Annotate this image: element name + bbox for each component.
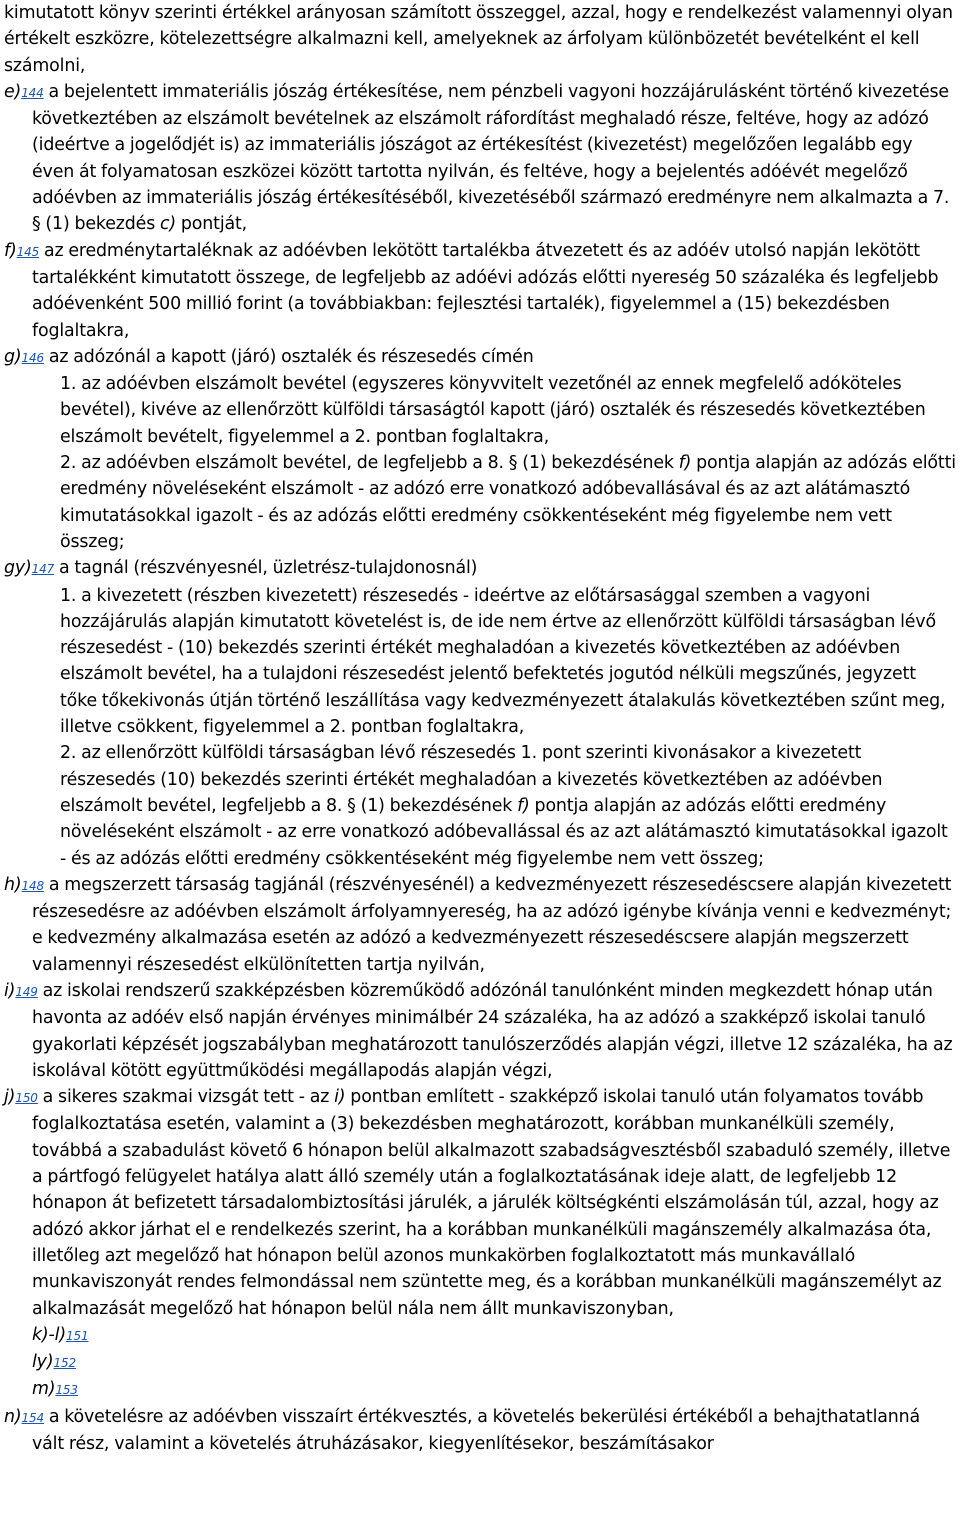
point-label: g) [4, 346, 22, 367]
footnote-link[interactable]: 146 [21, 350, 44, 365]
point-j [4, 1084, 956, 1322]
point-text: a tagnál (részvényesnél, üzletrész-tulajdonosnál) [54, 558, 478, 579]
subpoint-text: 2. az adóévben elszámolt bevétel, de legfeljebb a 8. § (1) bekezdésének [60, 453, 679, 474]
point-k-l [4, 1322, 956, 1349]
point-label: k)-l) [32, 1324, 66, 1345]
subpoint-text: 2. az ellenőrzött külföldi társaságban lévő részesedés 1. pont szerinti kivonásakor a kivezetett részesedés (10) bekezdés szerinti értékét meghaladóan a kivezetés következtében az adóévben elszámolt bevétel, legfeljebb a 8. § (1) bekezdésének [60, 743, 883, 816]
point-label: e) [4, 81, 22, 102]
subpoint-gy-2 [4, 740, 956, 871]
footnote-link[interactable]: 151 [66, 1328, 89, 1343]
point-gy [4, 555, 956, 582]
point-i [4, 978, 956, 1084]
footnote-link[interactable]: 153 [55, 1383, 78, 1398]
footnote-link[interactable]: 145 [16, 244, 40, 259]
subpoint-text: 1. a kivezetett (részben kivezetett) részesedés - ideértve az előtársasággal szemben a vagyoni hozzájárulás alapján kimutatott követelést is, de ide nem értve az ellenőrzött külföldi társaságban lévő részesedést - (10) bekezdés szerinti értékét meghaladóan a kivezetés következtében az adóévben elszámolt bevétel, ha a tulajdoni részesedést jelentő befektetés jogutód nélküli megszűnés, jegyzett tőke tőkekivonás útján történő leszállítása vagy kedvezményezett átalakulás következtében szűnt meg, illetve csökkent, figyelemmel a 2. pontban foglaltakra, [60, 585, 946, 738]
footnote-link[interactable]: 150 [15, 1091, 38, 1106]
point-text: az iskolai rendszerű szakképzésben közreműködő adózónál tanulónként minden megkezdett hónap után havonta az adóév első napján érvényes minimálbér 24 százaléka, ha az adózó a szakképző iskolai tanuló gyakorlati képzését jogszabályban meghatározott tanulószerződés alapján végzi, illetve 12 százaléka, ha az iskolával kötött együttműködési megállapodás alapján végzi, [32, 980, 953, 1081]
footnote-link[interactable]: 152 [53, 1356, 76, 1371]
point-label: f) [4, 240, 17, 261]
point-text-tail: pontját, [176, 214, 248, 235]
point-reference: i) [334, 1087, 346, 1108]
point-label: gy) [4, 558, 32, 579]
subpoint-g-2 [4, 450, 956, 555]
subpoint-text-tail: pontja alapján az adózás előtti eredmény növeléseként elszámolt - az adózó erre vonatkozó adóbevallásával és az azt alátámasztó kimutatásokkal igazolt - és az adózás előtti eredmény csökkentéseként még figyelembe nem vett összeg; [60, 453, 956, 552]
footnote-link[interactable]: 148 [21, 878, 44, 893]
point-text: az adózónál a kapott (járó) osztalék és részesedés címén [44, 346, 534, 367]
subpoint-text-tail: pontja alapján az adózás előtti eredmény növeléseként elszámolt - az erre vonatkozó adóbevallással és az azt alátámasztó kimutatásokkal igazolt - és az adózás előtti eredmény csökkentéseként még figyelembe nem vett összeg; [60, 795, 948, 869]
point-text: a bejelentett immateriális jószág értékesítése, nem pénzbeli vagyoni hozzájárulásként történő kivezetése következtében az elszámolt bevételnek az elszámolt ráfordítást meghaladó része, feltéve, hogy az adózó (ideértve a jogelődjét is) az immateriális jószágot az értékesítést (kivezetést) megelőzően legalább egy éven át folyamatosan eszközei között tartotta nyilván, és feltéve, hogy a bejelentés adóévét megelőző adóévben az immateriális jószág értékesítéséből, kivezetéséből származó eredményre nem alkalmazta a 7. § (1) bekezdés [32, 81, 950, 235]
point-label: n) [4, 1406, 22, 1427]
point-reference: c) [159, 214, 177, 235]
subpoint-g-1 [4, 371, 956, 450]
subpoint-text: 1. az adóévben elszámolt bevétel (egyszeres könyvvitelt vezetőnél az ennek megfelelő adóköteles bevétel), kivéve az ellenőrzött külföldi társaságtól kapott (járó) osztalék és részesedés következtében elszámolt bevételt, figyelemmel a 2. pontban foglaltakra, [60, 374, 926, 447]
point-ly [4, 1349, 956, 1376]
point-text: a sikeres szakmai vizsgát tett - az [37, 1087, 335, 1108]
point-h [4, 872, 956, 978]
point-e [4, 79, 956, 238]
point-text: a követelésre az adóévben visszaírt értékvesztés, a követelés bekerülési értékéből a behajthatatlanná vált rész, valamint a követelés átruházásakor, kiegyenlítésekor, beszámításakor [32, 1406, 921, 1455]
point-label: ly) [32, 1352, 54, 1373]
footnote-link[interactable]: 144 [21, 85, 44, 100]
point-label: i) [4, 980, 16, 1001]
point-g [4, 344, 956, 371]
paragraph-continuation [4, 0, 956, 79]
point-text: a megszerzett társaság tagjánál (részvényesénél) a kedvezményezett részesedéscsere alapján kivezetett részesedésre az adóévben elszámolt árfolyamnyereség, ha az adózó igénybe kívánja venni e kedvezményt; e kedvezmény alkalmazása esetén az adózó a kedvezményezett részesedéscsere alapján megszerzett valamennyi részesedést elkülönítetten tartja nyilván, [32, 874, 952, 975]
paragraph-text: kimutatott könyv szerinti értékkel arányosan számított összeggel, azzal, hogy e rendelkezést valamennyi olyan értékelt eszközre, kötelezettségre alkalmazni kell, amelyeknek az árfolyam különbözetét bevételként el kell számolni, [4, 3, 953, 76]
subpoint-reference: f) [678, 453, 692, 474]
point-label: h) [4, 874, 22, 895]
subpoint-gy-1 [4, 583, 956, 741]
subpoint-reference: f) [517, 795, 530, 816]
footnote-link[interactable]: 149 [15, 984, 38, 999]
point-text: az eredménytartaléknak az adóévben lekötött tartalékba átvezetett és az adóév utolsó napján lekötött tartalékként kimutatott összege, de legfeljebb az adóévi adózás előtti nyereség 50 százaléka és legfeljebb adóévenként 500 millió forint (a továbbiakban: fejlesztési tartalék), figyelemmel a (15) bekezdésben foglaltakra, [32, 240, 939, 341]
point-f [4, 238, 956, 344]
point-label: m) [32, 1379, 56, 1400]
point-m [4, 1376, 956, 1403]
point-text-tail: pontban említett - szakképző iskolai tanuló után folyamatos tovább foglalkoztatása esetén, valamint a (3) bekezdésben meghatározott, korábban munkanélküli személy, továbbá a szabadulást követő 6 hónapon belül alkalmazott szabadságvesztésből szabaduló személy, illetve a pártfogó felügyelet hatálya alatt álló személy után a foglalkoztatásának ideje alatt, de legfeljebb 12 hónapon át befizetett társadalombiztosítási járulék, a járulék költségkénti elszámolásán túl, azzal, hogy az adózó akkor járhat el e rendelkezés szerint, ha a korábban munkanélküli magánszemély alkalmazása óta, illetőleg azt megelőző hat hónapon belül azonos munkakörben foglalkoztatott más munkavállaló munkaviszonyát rendes felmondással nem szüntette meg, és a korábban munkanélküli magánszemélyt az alkalmazását megelőző hat hónapon belül nála nem állt munkaviszonyban, [32, 1087, 951, 1319]
point-label: j) [4, 1087, 16, 1108]
footnote-link[interactable]: 154 [21, 1410, 44, 1425]
point-n [4, 1404, 956, 1458]
footnote-link[interactable]: 147 [31, 562, 55, 577]
